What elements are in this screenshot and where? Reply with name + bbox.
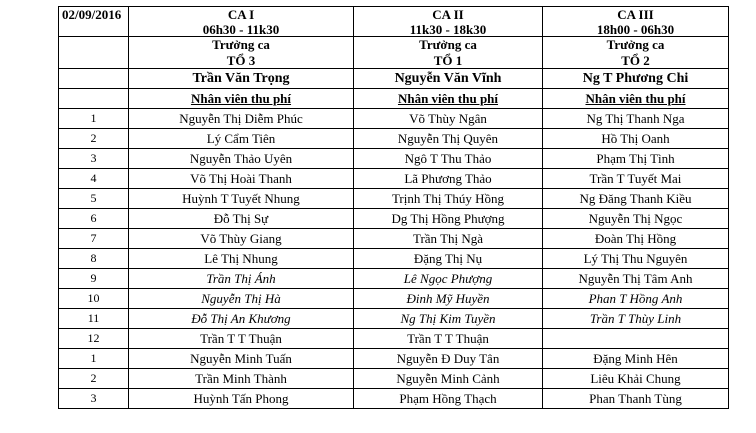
- ca1-staff: Lê Thị Nhung: [129, 249, 354, 269]
- shift-1-staff-label-cell: [129, 89, 354, 109]
- ca3-staff: Phạm Thị Tình: [543, 149, 729, 169]
- row-number: 2: [59, 129, 129, 149]
- ca1-staff: Nguyễn Minh Tuấn: [129, 349, 354, 369]
- shift-3-name: CA III: [543, 7, 729, 23]
- ca2-staff: Trịnh Thị Thúy Hồng: [354, 189, 543, 209]
- table-row: [59, 389, 729, 409]
- ca3-staff: Hồ Thị Oanh: [543, 129, 729, 149]
- ca1-staff: Huỳnh T Tuyết Nhung: [129, 189, 354, 209]
- row-number: 12: [59, 329, 129, 349]
- date-cell: 02/09/2016: [59, 7, 129, 23]
- table-row: [59, 189, 729, 209]
- ca1-staff: Đỗ Thị Sự: [129, 209, 354, 229]
- table-row: [59, 229, 729, 249]
- ca2-staff: Trần T T Thuận: [354, 329, 543, 349]
- ca1-staff: Võ Thị Hoài Thanh: [129, 169, 354, 189]
- header-row-staff-label: [59, 89, 729, 109]
- shift-3-time: 18h00 - 06h30: [543, 22, 729, 37]
- shift-3-staff-label: Nhân viên thu phí: [585, 91, 686, 106]
- table-row: [59, 249, 729, 269]
- ca1-staff: Đỗ Thị An Khương: [129, 309, 354, 329]
- ca1-staff: Lý Cẩm Tiên: [129, 129, 354, 149]
- row-number: 4: [59, 169, 129, 189]
- ca3-staff: Lý Thị Thu Nguyên: [543, 249, 729, 269]
- ca1-staff: Trần Minh Thành: [129, 369, 354, 389]
- header-row-team: [59, 52, 729, 69]
- shift-3-team: TỔ 2: [543, 52, 729, 69]
- shift-1-time: 06h30 - 11k30: [129, 22, 354, 37]
- row-number: 10: [59, 289, 129, 309]
- blank-cell: [59, 37, 129, 53]
- blank-cell: [59, 89, 129, 109]
- ca1-staff: Nguyễn Thị Hà: [129, 289, 354, 309]
- table-row: [59, 369, 729, 389]
- row-number: 1: [59, 109, 129, 129]
- ca2-staff: Võ Thùy Ngân: [354, 109, 543, 129]
- row-number: 11: [59, 309, 129, 329]
- ca1-staff: Nguyễn Thảo Uyên: [129, 149, 354, 169]
- ca3-staff: Nguyễn Thị Tâm Anh: [543, 269, 729, 289]
- ca3-staff: Đoàn Thị Hồng: [543, 229, 729, 249]
- table-row: [59, 309, 729, 329]
- row-number: 5: [59, 189, 129, 209]
- shift-schedule-table: [58, 6, 729, 409]
- table-row: [59, 109, 729, 129]
- ca3-staff: Phan Thanh Tùng: [543, 389, 729, 409]
- blank-cell: [59, 52, 129, 69]
- shift-3-leader: Ng T Phương Chi: [543, 69, 729, 89]
- shift-1-staff-label: Nhân viên thu phí: [190, 91, 292, 106]
- shift-3-role: Trưởng ca: [543, 37, 729, 53]
- header-row-role: [59, 37, 729, 53]
- row-number: 7: [59, 229, 129, 249]
- ca2-staff: Trần Thị Ngà: [354, 229, 543, 249]
- ca1-staff: Võ Thùy Giang: [129, 229, 354, 249]
- shift-1-leader: Trần Văn Trọng: [129, 69, 354, 89]
- shift-1-role: Trưởng ca: [129, 37, 354, 53]
- table-row: [59, 209, 729, 229]
- ca2-staff: Nguyễn Thị Quyên: [354, 129, 543, 149]
- table-row: [59, 269, 729, 289]
- ca3-staff: Trần T Thùy Linh: [543, 309, 729, 329]
- ca1-staff: Trần T T Thuận: [129, 329, 354, 349]
- date-cell-cont: [59, 22, 129, 37]
- ca2-staff: Dg Thị Hồng Phượng: [354, 209, 543, 229]
- shift-1-team: TỔ 3: [129, 52, 354, 69]
- shift-2-staff-label: Nhân viên thu phí: [397, 91, 499, 106]
- shift-2-role: Trưởng ca: [354, 37, 543, 53]
- shift-2-name: CA II: [354, 7, 543, 23]
- shift-1-name: CA I: [129, 7, 354, 23]
- ca2-staff: Nguyễn Minh Cảnh: [354, 369, 543, 389]
- ca2-staff: Phạm Hồng Thạch: [354, 389, 543, 409]
- ca2-staff: Đặng Thị Nụ: [354, 249, 543, 269]
- ca2-staff: Lê Ngọc Phượng: [354, 269, 543, 289]
- ca2-staff: Đinh Mỹ Huyền: [354, 289, 543, 309]
- row-number: 9: [59, 269, 129, 289]
- row-number: 1: [59, 349, 129, 369]
- row-number: 2: [59, 369, 129, 389]
- blank-cell: [59, 69, 129, 89]
- header-row-shift-time: [59, 22, 729, 37]
- table-row: [59, 289, 729, 309]
- ca1-staff: Huỳnh Tấn Phong: [129, 389, 354, 409]
- ca3-staff: Ng Đăng Thanh Kiều: [543, 189, 729, 209]
- row-number: 6: [59, 209, 129, 229]
- ca2-staff: Ngô T Thu Thảo: [354, 149, 543, 169]
- ca3-staff: Phan T Hồng Anh: [543, 289, 729, 309]
- ca2-staff: Ng Thị Kim Tuyền: [354, 309, 543, 329]
- table-row: [59, 329, 729, 349]
- shift-2-staff-label-cell: [354, 89, 543, 109]
- table-row: [59, 149, 729, 169]
- header-row-leader: [59, 69, 729, 89]
- ca3-staff: Trần T Tuyết Mai: [543, 169, 729, 189]
- header-row-shift-name: [59, 7, 729, 23]
- ca3-staff: Đặng Minh Hên: [543, 349, 729, 369]
- shift-3-staff-label-cell: [543, 89, 729, 109]
- ca1-staff: Trần Thị Ánh: [129, 269, 354, 289]
- ca3-staff: Liêu Khải Chung: [543, 369, 729, 389]
- ca3-staff: [543, 329, 729, 349]
- row-number: 3: [59, 149, 129, 169]
- table-row: [59, 349, 729, 369]
- shift-2-team: TỔ 1: [354, 52, 543, 69]
- ca1-staff: Nguyễn Thị Diễm Phúc: [129, 109, 354, 129]
- shift-2-time: 11k30 - 18k30: [354, 22, 543, 37]
- ca3-staff: Nguyễn Thị Ngọc: [543, 209, 729, 229]
- table-row: [59, 129, 729, 149]
- row-number: 3: [59, 389, 129, 409]
- table-row: [59, 169, 729, 189]
- ca2-staff: Nguyễn Đ Duy Tân: [354, 349, 543, 369]
- row-number: 8: [59, 249, 129, 269]
- shift-2-leader: Nguyễn Văn Vĩnh: [354, 69, 543, 89]
- ca3-staff: Ng Thị Thanh Nga: [543, 109, 729, 129]
- ca2-staff: Lã Phương Thảo: [354, 169, 543, 189]
